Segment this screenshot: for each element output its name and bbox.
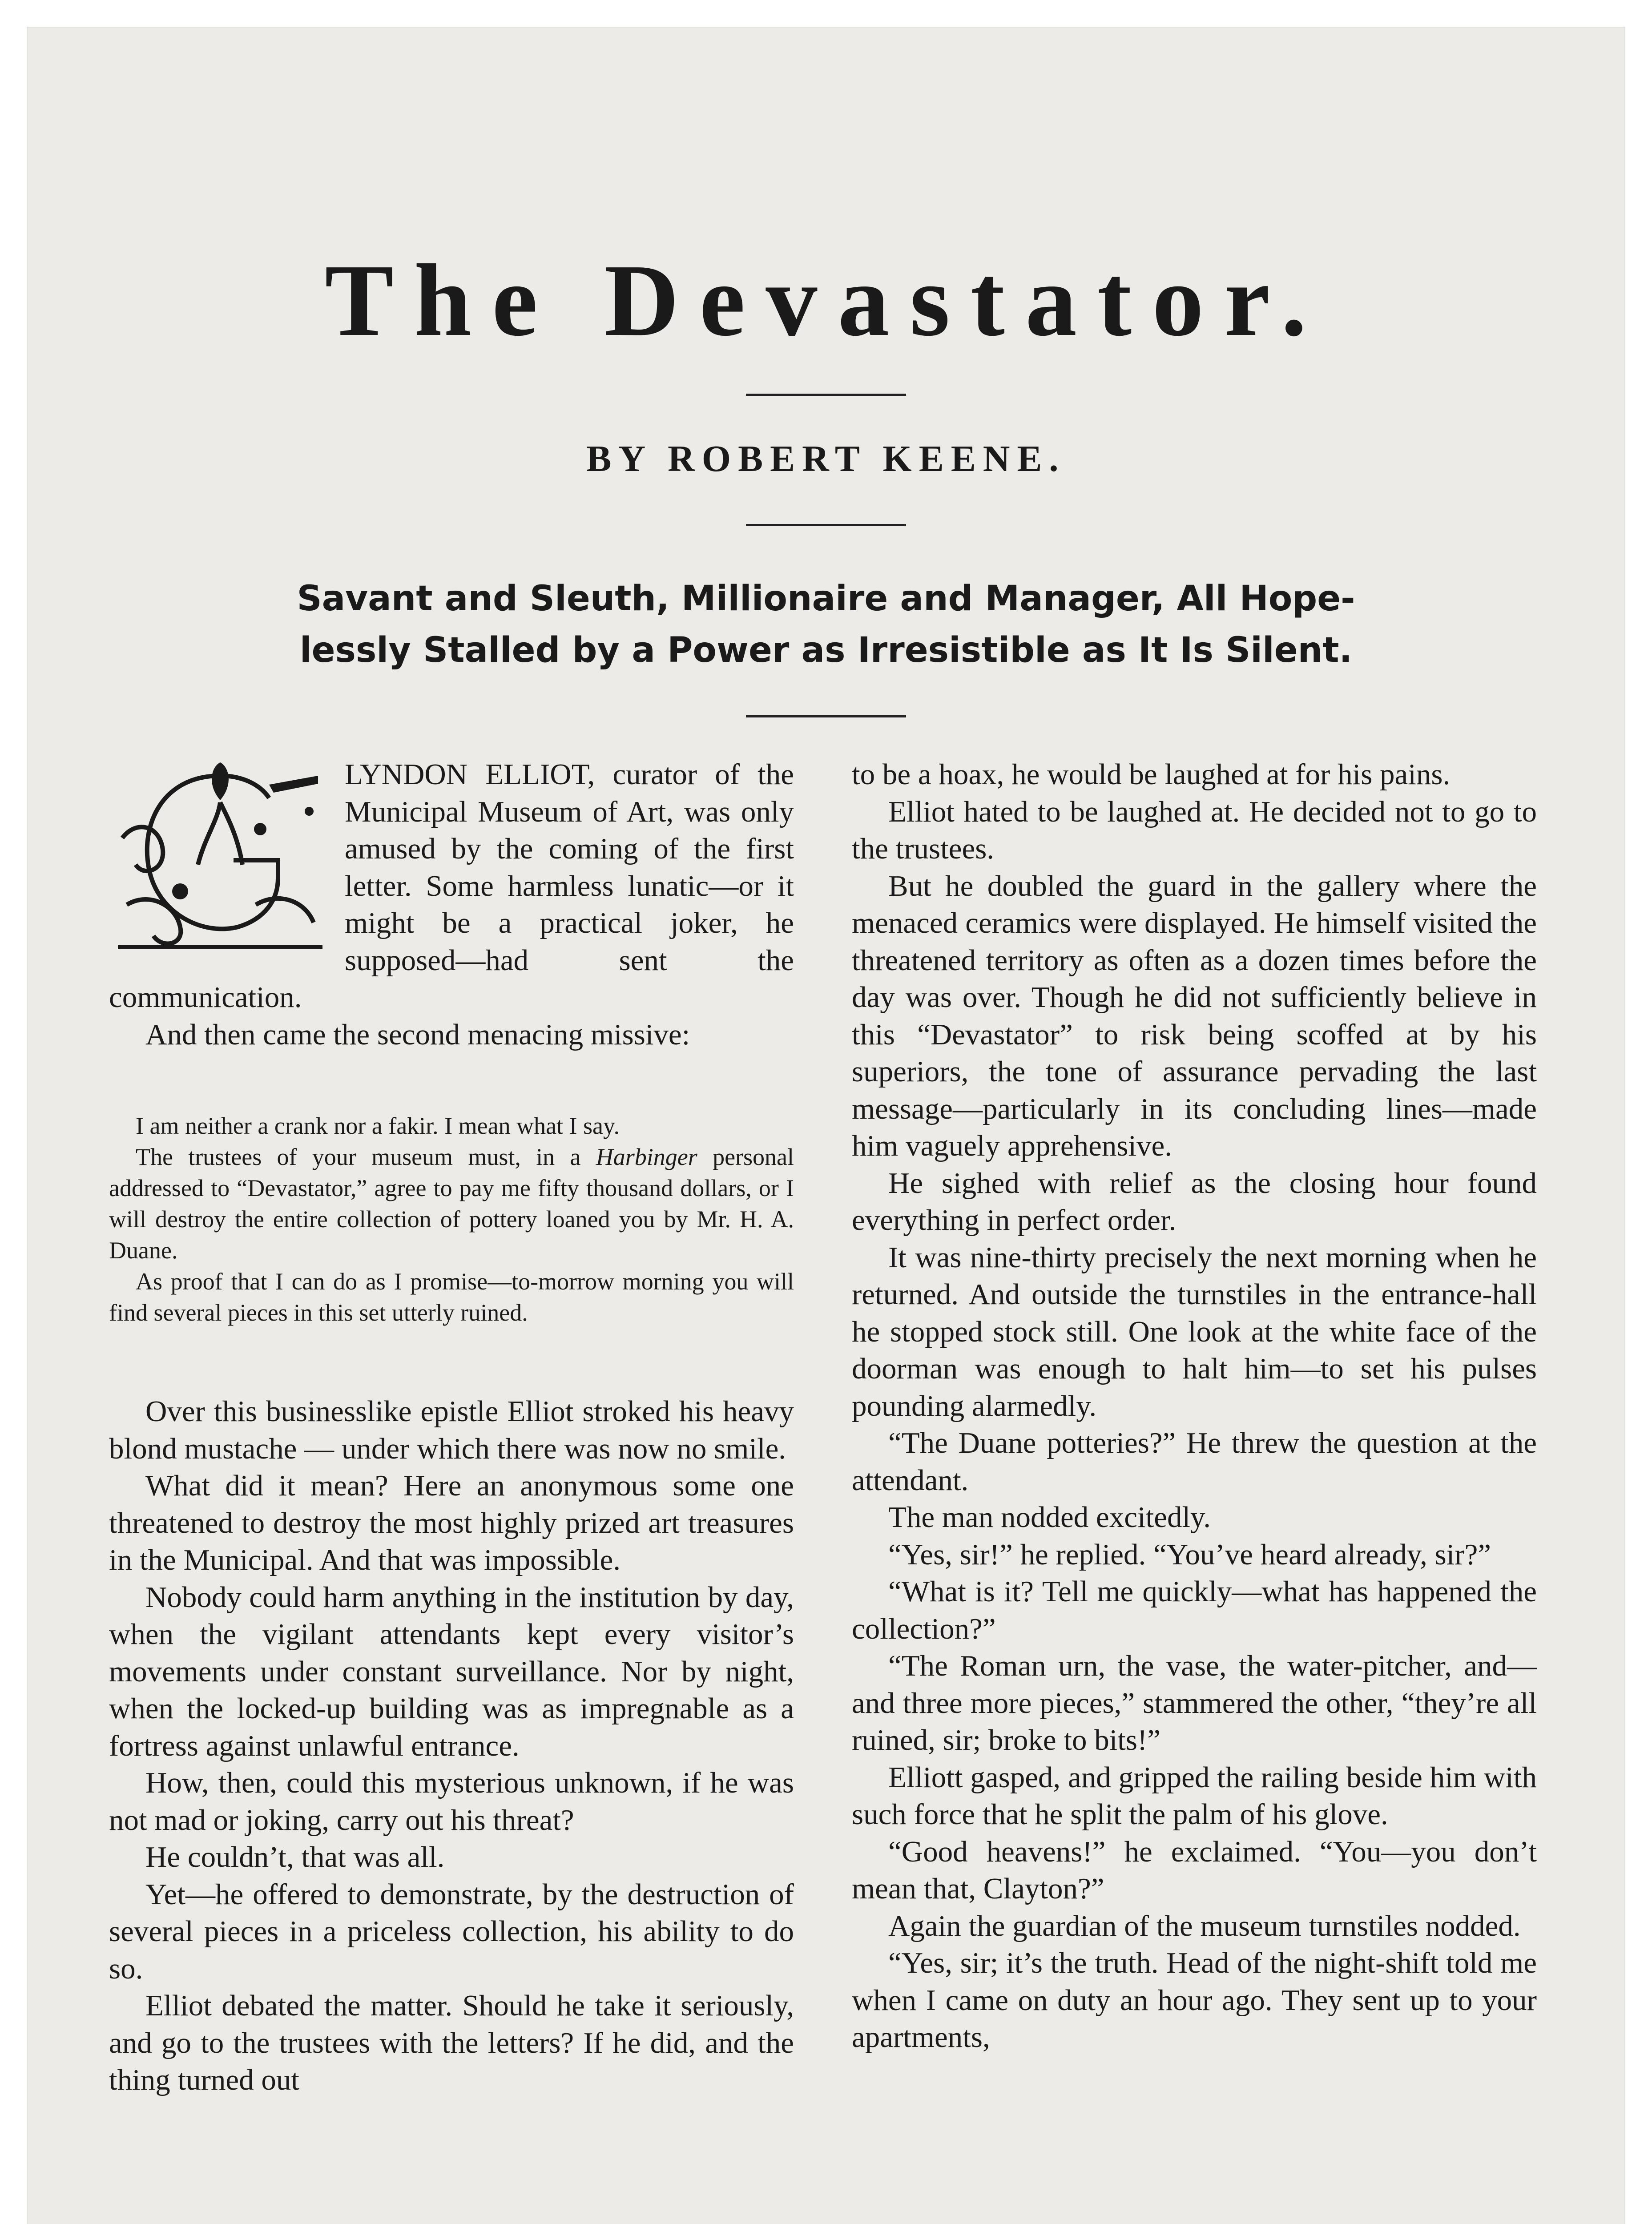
paragraph: He couldn’t, that was all. — [145, 1841, 445, 1873]
byline-rule — [746, 524, 906, 526]
paragraph: How, then, could this mysterious unknown, if he was not mad or joking, carry out his threat? — [109, 1766, 794, 1837]
paragraph: Yet—he offered to demonstrate, by the destruction of several pieces in a priceless collection, his ability to do so. — [109, 1878, 794, 1985]
opening-paragraph: LYNDON ELLIOT, curator of the Municipal Museum of Art, was only amused by the coming of the first letter. Some harmless lunatic—or it might be a practical joker, he supposed—had sent the communication. — [109, 758, 794, 1014]
left-column — [109, 756, 794, 2099]
letter-paragraph: As proof that I can do as I promise—to-morrow morning you will find several pieces in this set utterly ruined. — [109, 1268, 794, 1326]
paragraph: He sighed with relief as the closing hour found everything in perfect order. — [852, 1166, 1537, 1237]
article-title: The Devastator. — [325, 243, 1327, 358]
quoted-letter — [109, 1110, 794, 1328]
paragraph: And then came the second menacing missive: — [145, 1018, 690, 1051]
paragraph: What did it mean? Here an anonymous some one threatened to destroy the most highly prized art treasures in the Municipal. And that was impossible. — [109, 1469, 794, 1576]
paragraph: Elliot hated to be laughed at. He decided not to go to the trustees. — [852, 795, 1537, 865]
paragraph: “Good heavens!” he exclaimed. “You—you don’t mean that, Clayton?” — [852, 1835, 1537, 1905]
right-column — [852, 756, 1537, 2056]
paragraph: “Yes, sir!” he replied. “You’ve heard already, sir?” — [888, 1538, 1491, 1571]
paragraph: But he doubled the guard in the gallery where the menaced ceramics were displayed. He himself visited the threatened territory as often as a dozen times before the day was over. Though he did not sufficiently believe in this “Devastator” to risk being scoffed at by his superiors, the tone of assurance pervading the last message—particularly in its concluding lines—made him vaguely apprehensive. — [852, 869, 1537, 1162]
paragraph: “Yes, sir; it’s the truth. Head of the night-shift told me when I came on duty an hour ago. They sent up to your apartments, — [852, 1946, 1537, 2054]
paragraph: “What is it? Tell me quickly—what has happened the collection?” — [852, 1575, 1537, 1645]
paragraph: It was nine-thirty precisely the next morning when he returned. And outside the turnstiles in the entrance-hall he stopped stock still. One look at the white face of the doorman was enough to halt him—to set his pulses pounding alarmedly. — [852, 1241, 1537, 1422]
ornamental-dropcap — [109, 758, 331, 949]
newspaper-name: Harbinger — [596, 1144, 697, 1170]
paragraph: Again the guardian of the museum turnstiles nodded. — [888, 1909, 1521, 1942]
title-rule — [746, 394, 906, 396]
paragraph: Over this businesslike epistle Elliot stroked his heavy blond mustache — under which there was now no smile. — [109, 1395, 794, 1465]
paragraph: Nobody could harm anything in the institution by day, when the vigilant attendants kept every visitor’s movements under constant surveillance. Nor by night, when the locked-up building was as impregnable as a fortress against unlawful entrance. — [109, 1580, 794, 1762]
paragraph: Elliott gasped, and gripped the railing beside him with such force that he split the palm of his glove. — [852, 1761, 1537, 1831]
article-deck: Savant and Sleuth, Millionaire and Manager, All Hope-lessly Stalled by a Power as Irresistible as It Is Silent. — [297, 579, 1355, 670]
letter-paragraph: I am neither a crank nor a fakir. I mean what I say. — [136, 1112, 620, 1139]
paragraph: to be a hoax, he would be laughed at for his pains. — [852, 758, 1451, 791]
letter-paragraph: The trustees of your museum must, in a Harbinger personal addressed to “Devastator,” agree to pay me fifty thousand dollars, or I will destroy the entire collection of pottery loaned you by Mr. H. A. Duane. — [109, 1144, 794, 1264]
paragraph: “The Duane potteries?” He threw the question at the attendant. — [852, 1426, 1537, 1497]
floral-g-icon — [109, 758, 331, 949]
paragraph: The man nodded excitedly. — [888, 1501, 1211, 1534]
paragraph: “The Roman urn, the vase, the water-pitcher, and—and three more pieces,” stammered the other, “they’re all ruined, sir; broke to bits!” — [852, 1649, 1537, 1757]
deck-rule — [746, 715, 906, 717]
paragraph: Elliot debated the matter. Should he take it seriously, and go to the trustees with the letters? If he did, and the thing turned out — [109, 1989, 794, 2096]
byline: BY ROBERT KEENE. — [586, 438, 1066, 479]
